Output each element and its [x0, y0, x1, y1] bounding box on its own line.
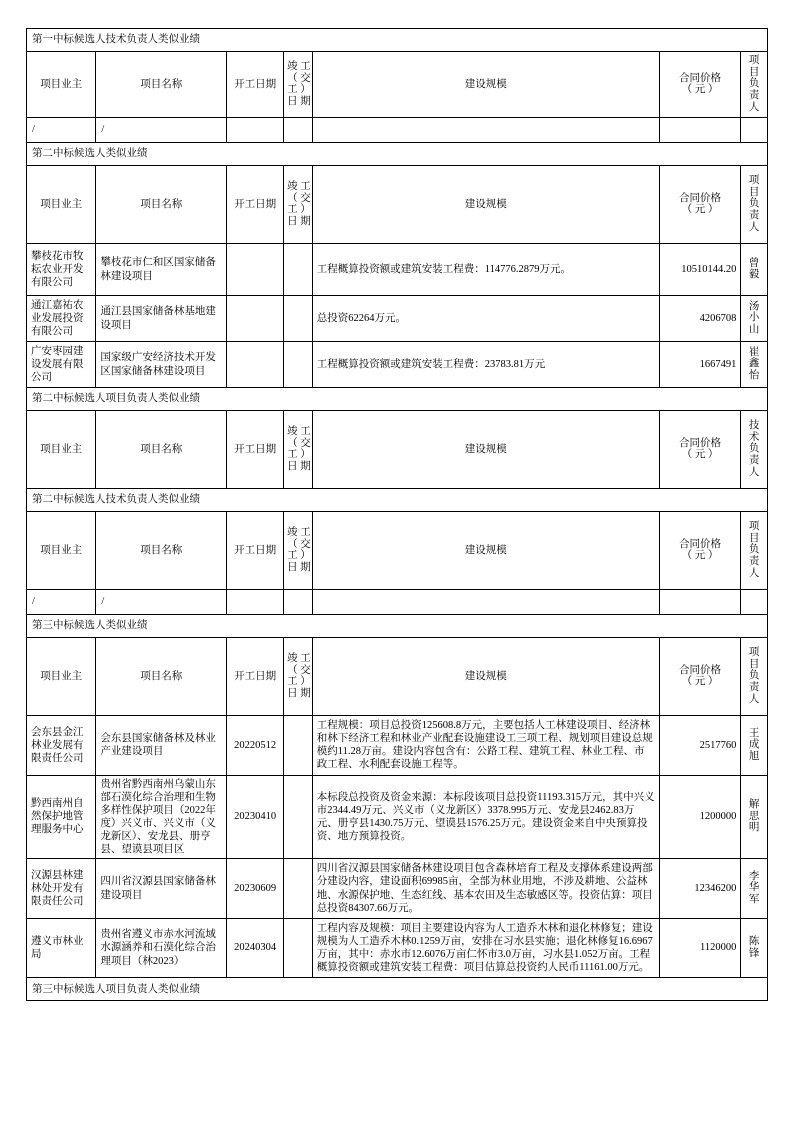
- col-start-date: 开工日期: [227, 411, 284, 489]
- table-row: [27, 118, 768, 143]
- table-row: [27, 342, 768, 388]
- col-leader: 项 目 负 责 人: [741, 166, 768, 244]
- cell-owner: 广安枣园建设发展有限公司: [27, 342, 96, 388]
- cell-name: /: [96, 118, 227, 143]
- col-start-date: 开工日期: [227, 166, 284, 244]
- cell-name: 四川省汉源县国家储备林建设项目: [96, 859, 227, 919]
- cell-finish-date: [284, 918, 313, 978]
- section-title-row: [27, 388, 768, 411]
- cell-finish-date: [284, 716, 313, 776]
- cell-owner: 攀枝花市牧耘农业开发有限公司: [27, 244, 96, 296]
- cell-price: 1200000: [659, 775, 741, 859]
- cell-leader: [741, 118, 768, 143]
- cell-owner: 黔西南州自然保护地管理服务中心: [27, 775, 96, 859]
- cell-scale: 工程规模：项目总投资125608.8万元，主要包括人工林建设项目、经济林和林下经济工程和林业产业配套设施建设工三项工程、规划项目建设总规模约11.28万亩。建设内容包含有：公路工程、建筑工程、林业工程、市政工程、水利配套设施工程等。: [312, 716, 659, 776]
- cell-owner: 通江嘉祐农业发展投资有限公司: [27, 296, 96, 342]
- table-row: [27, 716, 768, 776]
- cell-owner: 遵义市林业局: [27, 918, 96, 978]
- cell-price: 1120000: [659, 918, 741, 978]
- col-name: 项目名称: [96, 52, 227, 118]
- col-leader: 项 目 负 责 人: [741, 512, 768, 590]
- cell-start-date: [227, 342, 284, 388]
- section-title-row: [27, 489, 768, 512]
- cell-scale: 工程概算投资额或建筑安装工程费：114776.2879万元。: [312, 244, 659, 296]
- cell-start-date: [227, 244, 284, 296]
- col-start-date: 开工日期: [227, 52, 284, 118]
- col-price: 合同价格 （ 元 ）: [659, 638, 741, 716]
- table-header-row: [27, 512, 768, 590]
- cell-name: 国家级广安经济技术开发区国家储备林建设项目: [96, 342, 227, 388]
- cell-owner: /: [27, 590, 96, 615]
- col-finish-date: 竣 工 （ 交 工 ） 日 期: [284, 512, 313, 590]
- cell-start-date: [227, 590, 284, 615]
- cell-scale: 四川省汉源县国家储备林建设项目包含森林培育工程及支撑体系建设两部分建设内容，建设面积69985亩，全部为林业用地，不涉及耕地、公益林地、水源保护地、生态红线、基本农田及生态敏感区等。投资估算：项目总投资84307.66万元。: [312, 859, 659, 919]
- cell-start-date: 20230410: [227, 775, 284, 859]
- cell-price: [659, 118, 741, 143]
- col-name: 项目名称: [96, 411, 227, 489]
- performance-table: [26, 28, 768, 1001]
- col-finish-date: 竣 工 （ 交 工 ） 日 期: [284, 166, 313, 244]
- section-title-row: [27, 29, 768, 52]
- table-header-row: [27, 52, 768, 118]
- col-price: 合同价格 （ 元 ）: [659, 166, 741, 244]
- col-name: 项目名称: [96, 638, 227, 716]
- col-start-date: 开工日期: [227, 638, 284, 716]
- col-price: 合同价格 （ 元 ）: [659, 512, 741, 590]
- cell-finish-date: [284, 118, 313, 143]
- cell-leader: 曾 毅: [741, 244, 768, 296]
- section-title: 第三中标候选人项目负责人类似业绩: [27, 978, 768, 1001]
- cell-name: 会东县国家储备林及林业产业建设项目: [96, 716, 227, 776]
- cell-name: 攀枝花市仁和区国家储备林建设项目: [96, 244, 227, 296]
- col-finish-date: 竣 工 （ 交 工 ） 日 期: [284, 638, 313, 716]
- section-title-row: [27, 143, 768, 166]
- cell-scale: 工程概算投资额或建筑安装工程费：23783.81万元: [312, 342, 659, 388]
- section-title: 第三中标候选人类似业绩: [27, 615, 768, 638]
- cell-price: 1667491: [659, 342, 741, 388]
- cell-scale: 总投资62264万元。: [312, 296, 659, 342]
- section-title: 第一中标候选人技术负责人类似业绩: [27, 29, 768, 52]
- table-row: [27, 296, 768, 342]
- cell-owner: 汉源县林建林处开发有限责任公司: [27, 859, 96, 919]
- cell-leader: 陈 锋: [741, 918, 768, 978]
- cell-start-date: [227, 296, 284, 342]
- cell-leader: 崔 鑫 怡: [741, 342, 768, 388]
- cell-finish-date: [284, 296, 313, 342]
- cell-finish-date: [284, 590, 313, 615]
- section-title: 第二中标候选人项目负责人类似业绩: [27, 388, 768, 411]
- cell-start-date: [227, 118, 284, 143]
- table-row: [27, 918, 768, 978]
- cell-name: 通江县国家储备林基地建设项目: [96, 296, 227, 342]
- cell-finish-date: [284, 244, 313, 296]
- col-price: 合同价格 （ 元 ）: [659, 411, 741, 489]
- col-scale: 建设规模: [312, 512, 659, 590]
- cell-scale: [312, 118, 659, 143]
- col-owner: 项目业主: [27, 512, 96, 590]
- cell-scale: 工程内容及规模：项目主要建设内容为人工造乔木林和退化林修复；建设规模为人工造乔木林0.1259万亩，安排在习水县实施；退化林修复16.6967万亩，其中：赤水市12.6076万亩仁怀市3.0万亩，习水县1.052万亩。工程概算投资额或建筑安装工程费：项目估算总投资约人民币11161.00万元。: [312, 918, 659, 978]
- col-leader: 项 目 负 责 人: [741, 52, 768, 118]
- table-row: [27, 859, 768, 919]
- section-title: 第二中标候选人技术负责人类似业绩: [27, 489, 768, 512]
- cell-scale: 本标段总投资及资金来源：本标段该项目总投资11193.315万元，其中兴义市2344.49万元、兴义市（义龙新区）3378.995万元、安龙县2462.83万元、册亨县1430.75万元、望谟县1576.25万元。建设资金来自中央预算投资、地方预算投资。: [312, 775, 659, 859]
- cell-leader: 汤 小 山: [741, 296, 768, 342]
- col-owner: 项目业主: [27, 166, 96, 244]
- col-price: 合同价格 （ 元 ）: [659, 52, 741, 118]
- col-scale: 建设规模: [312, 166, 659, 244]
- cell-start-date: 20230609: [227, 859, 284, 919]
- section-title-row: [27, 615, 768, 638]
- cell-leader: 解 思 明: [741, 775, 768, 859]
- table-row: [27, 244, 768, 296]
- cell-scale: [312, 590, 659, 615]
- col-scale: 建设规模: [312, 411, 659, 489]
- cell-leader: [741, 590, 768, 615]
- section-title-row: [27, 978, 768, 1001]
- cell-name: 贵州省黔西南州乌蒙山东部石漠化综合治理和生物多样性保护项目（2022年度）兴义市、兴义市（义龙新区）、安龙县、册亨县、望谟县项目区: [96, 775, 227, 859]
- cell-finish-date: [284, 859, 313, 919]
- cell-price: [659, 590, 741, 615]
- table-header-row: [27, 411, 768, 489]
- col-finish-date: 竣 工 （ 交 工 ） 日 期: [284, 52, 313, 118]
- cell-leader: 王 成 旭: [741, 716, 768, 776]
- table-row: [27, 775, 768, 859]
- col-owner: 项目业主: [27, 638, 96, 716]
- col-tech-leader: 技 术 负 责 人: [741, 411, 768, 489]
- col-start-date: 开工日期: [227, 512, 284, 590]
- table-row: [27, 590, 768, 615]
- cell-leader: 李 华 军: [741, 859, 768, 919]
- cell-price: 2517760: [659, 716, 741, 776]
- col-leader: 项 目 负 责 人: [741, 638, 768, 716]
- cell-owner: /: [27, 118, 96, 143]
- col-scale: 建设规模: [312, 52, 659, 118]
- section-title: 第二中标候选人类似业绩: [27, 143, 768, 166]
- cell-price: 12346200: [659, 859, 741, 919]
- cell-start-date: 20220512: [227, 716, 284, 776]
- col-name: 项目名称: [96, 512, 227, 590]
- cell-price: 10510144.20: [659, 244, 741, 296]
- cell-owner: 会东县金江林业发展有限责任公司: [27, 716, 96, 776]
- cell-start-date: 20240304: [227, 918, 284, 978]
- col-name: 项目名称: [96, 166, 227, 244]
- cell-name: 贵州省遵义市赤水河流域水源涵养和石漠化综合治理项目（林2023）: [96, 918, 227, 978]
- cell-price: 4206708: [659, 296, 741, 342]
- table-header-row: [27, 166, 768, 244]
- col-owner: 项目业主: [27, 52, 96, 118]
- col-owner: 项目业主: [27, 411, 96, 489]
- cell-finish-date: [284, 342, 313, 388]
- table-header-row: [27, 638, 768, 716]
- col-finish-date: 竣 工 （ 交 工 ） 日 期: [284, 411, 313, 489]
- cell-name: /: [96, 590, 227, 615]
- col-scale: 建设规模: [312, 638, 659, 716]
- cell-finish-date: [284, 775, 313, 859]
